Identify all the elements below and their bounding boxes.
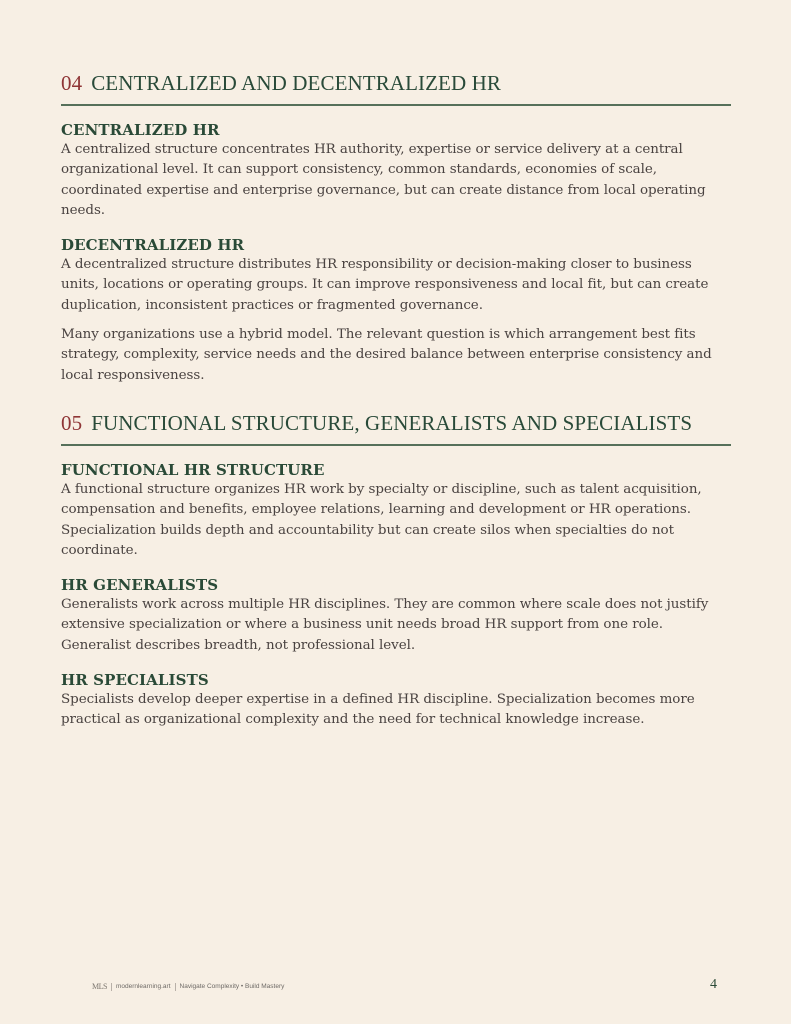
- content-block-functional-hr-structure: [61, 460, 731, 561]
- content-block-hr-generalists: [61, 575, 731, 656]
- footer-divider: [111, 983, 112, 991]
- footer-divider: [175, 983, 176, 991]
- body-paragraph: A functional structure organizes HR work by specialty or discipline, such as talent acquisition, compensation and benefits, employee relations, learning and development or HR operations. Specialization builds depth and accountability but can create silos when specialties do not coordinate.: [61, 481, 702, 558]
- body-paragraph-hybrid: Many organizations use a hybrid model. The relevant question is which arrangement best fits strategy, complexity, service needs and the desired balance between enterprise consistency and local responsiveness.: [61, 327, 712, 383]
- content-block-hr-specialists: [61, 670, 731, 731]
- subheading: CENTRALIZED HR: [61, 121, 220, 139]
- subheading: DECENTRALIZED HR: [61, 236, 245, 255]
- subheading: HR GENERALISTS: [61, 576, 219, 595]
- content-block-centralized-hr: [61, 120, 731, 221]
- body-paragraph: A decentralized structure distributes HR responsibility or decision-making closer to business units, locations or operating groups. It can improve responsiveness and local fit, but can create duplication, inconsistent practices or fragmented governance.: [61, 257, 709, 313]
- content-block-decentralized-hr: [61, 235, 731, 386]
- brand-logo: MLS: [92, 982, 107, 991]
- body-paragraph: Specialists develop deeper expertise in a defined HR discipline. Specialization becomes more practical as organizational complexity and the need for technical knowledge increase.: [61, 692, 695, 728]
- section-number: 04: [61, 71, 83, 95]
- subheading: HR SPECIALISTS: [61, 671, 209, 690]
- body-paragraph: A centralized structure concentrates HR authority, expertise or service delivery at a central organizational level. It can support consistency, common standards, economies of scale, coordinated expertise and enterprise governance, but can create distance from local operating needs.: [61, 142, 706, 218]
- section-title: CENTRALIZED AND DECENTRALIZED HR: [91, 71, 501, 95]
- footer-tagline: Navigate Complexity • Build Mastery: [179, 983, 285, 990]
- body-paragraph: Generalists work across multiple HR disciplines. They are common where scale does not justify extensive specialization or where a business unit needs broad HR support from one role. Generalist describes breadth, not professional level.: [61, 597, 709, 653]
- page-number: 4: [710, 977, 717, 992]
- section-heading-05: [61, 410, 731, 446]
- footer-site: modernlearning.art: [115, 983, 171, 990]
- document-page: [61, 0, 731, 731]
- section-title: FUNCTIONAL STRUCTURE, GENERALISTS AND SPECIALISTS: [91, 410, 693, 435]
- section-heading-04: [61, 70, 731, 106]
- subheading: FUNCTIONAL HR STRUCTURE: [61, 460, 325, 479]
- page-footer: [92, 982, 284, 991]
- section-number: 05: [61, 410, 83, 435]
